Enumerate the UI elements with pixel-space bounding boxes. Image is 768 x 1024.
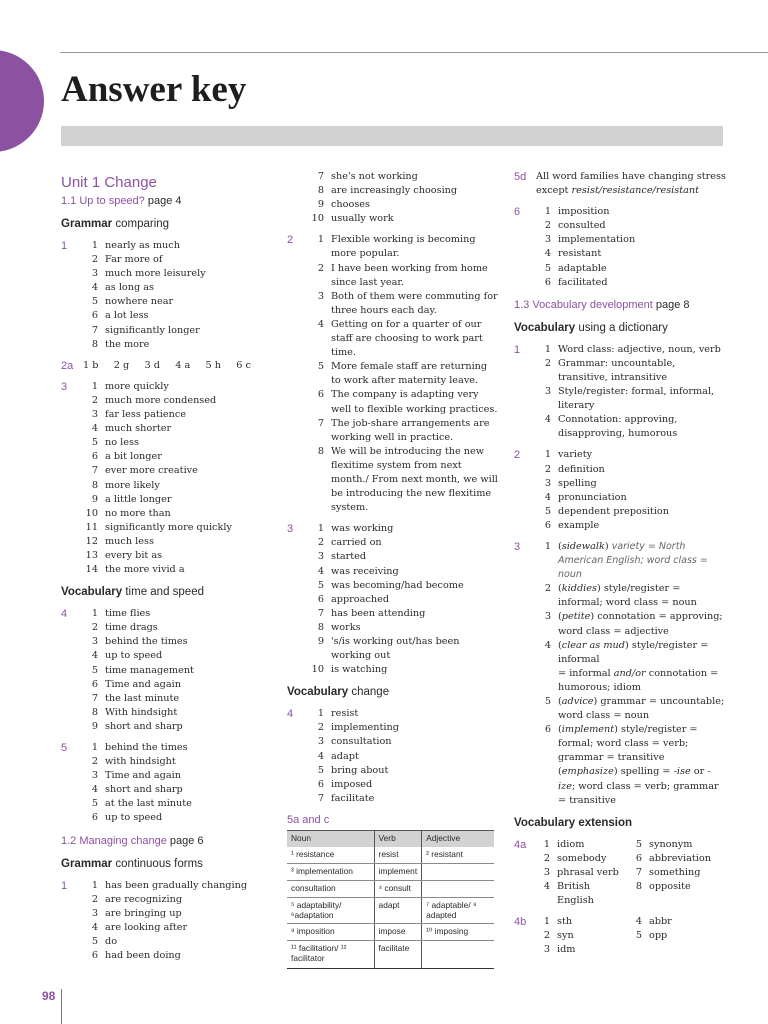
list-item: 1 was working xyxy=(317,523,394,535)
handwritten-note: variety = North American English; word class = noun xyxy=(558,540,708,581)
section-heading-1-1: 1.1 Up to speed? page 4 xyxy=(61,195,182,207)
unit-heading: Unit 1 Change xyxy=(61,174,157,191)
subheading-vocabulary-change: Vocabulary change xyxy=(287,686,390,699)
exercise-5a-c-label: 5a and c xyxy=(287,813,330,826)
list-item: 4 Getting on for a quarter of our staff are choosing to work part time. xyxy=(317,318,483,359)
list-item: 2 with hindsight xyxy=(91,756,176,768)
list-item: 2 carried on xyxy=(317,537,382,549)
list-item: 5 nowhere near xyxy=(91,296,174,308)
list-item: 12 much less xyxy=(85,535,154,547)
list-item: 8 With hindsight xyxy=(91,706,178,718)
list-item: 3 spelling xyxy=(544,477,597,489)
column-1 xyxy=(61,170,273,963)
list-item: 2 syn xyxy=(543,930,574,942)
list-item: 3 phrasal verb xyxy=(543,866,619,878)
exercise-3: 3 1 (sidewalk) variety = North American English; word class = noun 2 (kiddies) style/register = informal; word class = noun 3 (petite) connotation = approving; word class = adjective 4 (clear as mud) style/register = informal = informal and/or connotation = humorous; idiom 5 (advice) grammar = uncountable; word class = noun 6 (implement) style/register = formal; word class = verb; grammar = transitive (emphasize) spelling = -ise or -ize; word class = verb; grammar = transitive xyxy=(514,540,726,808)
list-item: 9 a little longer xyxy=(91,493,172,505)
list-item: 4 as long as xyxy=(91,282,155,294)
subheading-vocabulary-time: Vocabulary time and speed xyxy=(61,586,204,599)
list-item: 4 adapt xyxy=(317,750,359,762)
table-header: Noun xyxy=(287,831,374,847)
list-item: 3 (petite) connotation = approving; word class = adjective xyxy=(544,611,723,637)
exercise-2: 2 1 variety 2 definition 3 spelling 4 pronunciation 5 dependent preposition 6 example xyxy=(514,448,726,533)
page-title: Answer key xyxy=(61,69,247,110)
list-item: 6 example xyxy=(544,519,600,531)
list-item: 2 implementing xyxy=(317,722,399,734)
word-family-table xyxy=(287,830,494,969)
list-item: 1 imposition xyxy=(544,206,610,218)
table-header: Adjective xyxy=(422,831,494,847)
list-item: 3 behind the times xyxy=(91,636,188,648)
section-heading-1-2: 1.2 Managing change page 6 xyxy=(61,834,204,847)
list-item: 7 significantly longer xyxy=(91,324,200,336)
list-item: 7 has been attending xyxy=(317,607,426,619)
list-item: 1 more quickly xyxy=(91,380,169,392)
list-item: 5 was becoming/had become xyxy=(317,579,464,591)
exercise-3: 3 1 more quickly 2 much more condensed 3 far less patience 4 much shorter 5 no less 6 a bit longer 7 ever more creative 8 more likely 9 a little longer 10 no more than 11 significantly more quickly 12 much less 13 every bit as 14 the more vivid a xyxy=(61,380,273,577)
subheading-vocabulary-dictionary: Vocabulary using a dictionary xyxy=(514,321,668,334)
list-item: 2 I have been working from home since last year. xyxy=(317,262,488,288)
list-item: 5 synonym xyxy=(635,838,693,850)
list-item: 5 More female staff are returning to work after maternity leave. xyxy=(317,361,488,387)
list-item: 5 (advice) grammar = uncountable; word class = noun xyxy=(544,696,725,722)
exercise-2a: 2a 1 b 2 g 3 d 4 a 5 h 6 c xyxy=(61,359,251,372)
list-item: 8 more likely xyxy=(91,479,160,491)
list-item: 5 bring about xyxy=(317,764,389,776)
list-item: 5 dependent preposition xyxy=(544,505,669,517)
list-item: 8 the more xyxy=(91,338,150,350)
list-item: 4 short and sharp xyxy=(91,784,183,796)
list-item: 3 started xyxy=(317,551,367,563)
exercise-3: 3 1 was working 2 carried on 3 started 4 was receiving 5 was becoming/had become 6 approached 7 has been attending 8 works 9 's/is working out/has been working out 10 is watching xyxy=(287,522,499,677)
list-item: 3 far less patience xyxy=(91,409,187,421)
list-item: 7 The job-share arrangements are working well in practice. xyxy=(317,417,490,443)
list-item: 14 the more vivid a xyxy=(85,564,185,576)
list-item: 7 she's not working xyxy=(317,171,418,182)
subheading-grammar-continuous: Grammar continuous forms xyxy=(61,857,203,870)
top-rule xyxy=(60,52,768,53)
list-item: 5 no less xyxy=(91,437,139,449)
list-item: 3 consultation xyxy=(317,736,392,748)
list-item: 6 a lot less xyxy=(91,310,149,322)
table-row: consultation ⁴ consult xyxy=(287,881,494,898)
table-row: ⁵ adaptability/ ⁶adaptation adapt ⁷ adaptable/ ⁸ adapted xyxy=(287,898,494,924)
exercise-1-continued xyxy=(287,170,499,226)
list-item: 7 something xyxy=(635,866,701,878)
list-item: 4 are looking after xyxy=(91,921,188,933)
list-item: 7 ever more creative xyxy=(91,465,198,477)
list-item: 1 idiom xyxy=(543,838,585,850)
list-item: 5 at the last minute xyxy=(91,798,192,810)
list-item: 4 (clear as mud) style/register = informal = informal and/or connotation = humorous; idiom xyxy=(544,639,719,693)
table-header: Verb xyxy=(374,831,422,847)
exercise-5: 5 1 behind the times 2 with hindsight 3 Time and again 4 short and sharp 5 at the last minute 6 up to speed xyxy=(61,741,273,826)
list-item: 3 Both of them were commuting for three hours each day. xyxy=(317,290,498,316)
list-item: 6 Time and again xyxy=(91,678,181,690)
list-item: 7 facilitate xyxy=(317,792,375,804)
list-item: 10 is watching xyxy=(311,664,388,676)
subheading-vocabulary-extension: Vocabulary extension xyxy=(514,816,633,829)
list-item: 1 time flies xyxy=(91,608,151,620)
list-item: 1 Word class: adjective, noun, verb xyxy=(544,343,721,355)
list-item: 2 are recognizing xyxy=(91,893,183,905)
exercise-4: 4 1 time flies 2 time drags 3 behind the times 4 up to speed 5 time management 6 Time and again 7 the last minute 8 With hindsight 9 short and sharp xyxy=(61,607,273,734)
list-item: 2 somebody xyxy=(543,852,607,864)
list-item: 5 opp xyxy=(635,930,668,942)
table-row: ¹¹ facilitation/ ¹² facilitator facilitate xyxy=(287,941,494,969)
list-item: 6 imposed xyxy=(317,778,373,790)
list-item: 3 idm xyxy=(543,944,576,956)
list-item: 1 behind the times xyxy=(91,742,188,753)
list-item: 2 time drags xyxy=(91,622,158,634)
list-item: 4 up to speed xyxy=(91,650,163,662)
list-item: 3 Style/register: formal, informal, literary xyxy=(544,386,715,412)
list-item: 4 resistant xyxy=(544,248,602,260)
list-item: 6 had been doing xyxy=(91,950,181,962)
list-item: 1 sth xyxy=(543,916,573,928)
list-item: 6 approached xyxy=(317,593,390,605)
list-item: 2 Grammar: uncountable, transitive, intransitive xyxy=(544,357,676,383)
list-item: 2 Far more of xyxy=(91,254,163,266)
list-item: 1 variety xyxy=(544,449,593,461)
list-item: 10 usually work xyxy=(311,213,394,225)
list-item: 2 (kiddies) style/register = informal; word class = noun xyxy=(544,583,697,609)
list-item: 6 (implement) style/register = formal; word class = verb; grammar = transitive (emphasize) spelling = -ise or -ize; word class = verb; grammar = transitive xyxy=(544,724,719,806)
list-item: 8 We will be introducing the new flexitime system from next month./ From next month, we will be introducing the new flexitime system. xyxy=(317,445,498,514)
exercise-1b: 1 1 has been gradually changing 2 are recognizing 3 are bringing up 4 are looking after 5 do 6 had been doing xyxy=(61,879,273,964)
list-item: 6 a bit longer xyxy=(91,451,162,463)
list-item: 2 consulted xyxy=(544,220,606,232)
list-item: 1 nearly as much xyxy=(91,240,180,251)
exercise-4a: 4a 1 idiom 5 synonym 2 somebody 6 abbreviation 3 phrasal verb 7 something 4 British English 8 opposite xyxy=(514,838,726,908)
list-item: 2 much more condensed xyxy=(91,394,217,406)
list-item: 9 chooses xyxy=(317,199,371,211)
list-item: 9 short and sharp xyxy=(91,720,183,732)
list-item: 13 every bit as xyxy=(85,549,163,561)
table-row: ³ implementation implement xyxy=(287,864,494,881)
footer-rule xyxy=(61,989,62,1024)
list-item: 8 opposite xyxy=(635,881,691,893)
list-item: 10 no more than xyxy=(85,507,171,519)
list-item: 5 adaptable xyxy=(544,262,607,274)
list-item: 7 the last minute xyxy=(91,692,180,704)
list-item: 3 are bringing up xyxy=(91,907,182,919)
list-item: 5 do xyxy=(91,935,118,947)
section-heading-1-3: 1.3 Vocabulary development page 8 xyxy=(514,298,690,311)
list-item: 5 time management xyxy=(91,664,194,676)
list-item: 8 works xyxy=(317,621,361,633)
table-row: ¹ resistance resist ² resistant xyxy=(287,847,494,864)
column-3 xyxy=(514,170,726,958)
list-item: 4 pronunciation xyxy=(544,491,627,503)
list-item: 1 has been gradually changing xyxy=(91,879,248,891)
list-item: 1 (sidewalk) variety = North American English; word class = noun xyxy=(544,540,708,581)
title-bar xyxy=(61,126,723,146)
list-item: 11 significantly more quickly xyxy=(85,521,232,533)
list-item: 1 Flexible working is becoming more popular. xyxy=(317,234,476,260)
list-item: 6 abbreviation xyxy=(635,852,711,864)
list-item: 4 Connotation: approving, disapproving, humorous xyxy=(544,414,678,440)
list-item: 2 definition xyxy=(544,463,605,475)
section-tab-circle xyxy=(0,50,44,152)
list-item: 3 Time and again xyxy=(91,770,181,782)
list-item: 1 resist xyxy=(317,708,359,720)
exercise-6: 6 1 imposition 2 consulted 3 implementation 4 resistant 5 adaptable 6 facilitated xyxy=(514,205,726,290)
list-item: 6 The company is adapting very well to flexible working practices. xyxy=(317,389,498,415)
exercise-1: 1 1 nearly as much 2 Far more of 3 much more leisurely 4 as long as 5 nowhere near 6 a lot less 7 significantly longer 8 the more xyxy=(61,239,273,352)
list-item: 4 much shorter xyxy=(91,423,172,435)
column-2 xyxy=(287,170,499,969)
page-number: 98 xyxy=(42,989,56,1003)
exercise-4: 4 1 resist 2 implementing 3 consultation 4 adapt 5 bring about 6 imposed 7 facilitate xyxy=(287,707,499,806)
list-item: 9 's/is working out/has been working out xyxy=(317,636,460,662)
table-row: ⁹ imposition impose ¹⁰ imposing xyxy=(287,924,494,941)
list-item: 3 implementation xyxy=(544,234,636,246)
list-item: 8 are increasingly choosing xyxy=(317,185,458,197)
list-item: 4 British English xyxy=(543,881,594,907)
exercise-5d: 5d All word families have changing stress except resist/resistance/resistant xyxy=(514,171,726,197)
exercise-2: 2 1 Flexible working is becoming more popular. 2 I have been working from home since last year. 3 Both of them were commuting for three hours each day. 4 Getting on for a quarter of our staff are choosing to work part time. 5 More female staff are returning to work after maternity leave. 6 The company is adapting very well to flexible working practices. 7 The job-share arrangements are working well in practice. 8 We will be introducing the new flexitime system from next month./ From next month, we will be introducing the new flexitime system. xyxy=(287,233,499,515)
list-item: 3 much more leisurely xyxy=(91,268,206,280)
list-item: 6 up to speed xyxy=(91,812,163,824)
list-item: 4 was receiving xyxy=(317,565,399,577)
list-item: 6 facilitated xyxy=(544,276,608,288)
exercise-1: 1 1 Word class: adjective, noun, verb 2 Grammar: uncountable, transitive, intransitive 3 Style/register: formal, informal, literary 4 Connotation: approving, disapproving, humorous xyxy=(514,343,726,442)
list-item: 4 abbr xyxy=(635,916,672,928)
exercise-4b: 4b 1 sth 4 abbr 2 syn 5 opp 3 idm xyxy=(514,915,726,957)
subheading-grammar-comparing: Grammar comparing xyxy=(61,218,170,230)
